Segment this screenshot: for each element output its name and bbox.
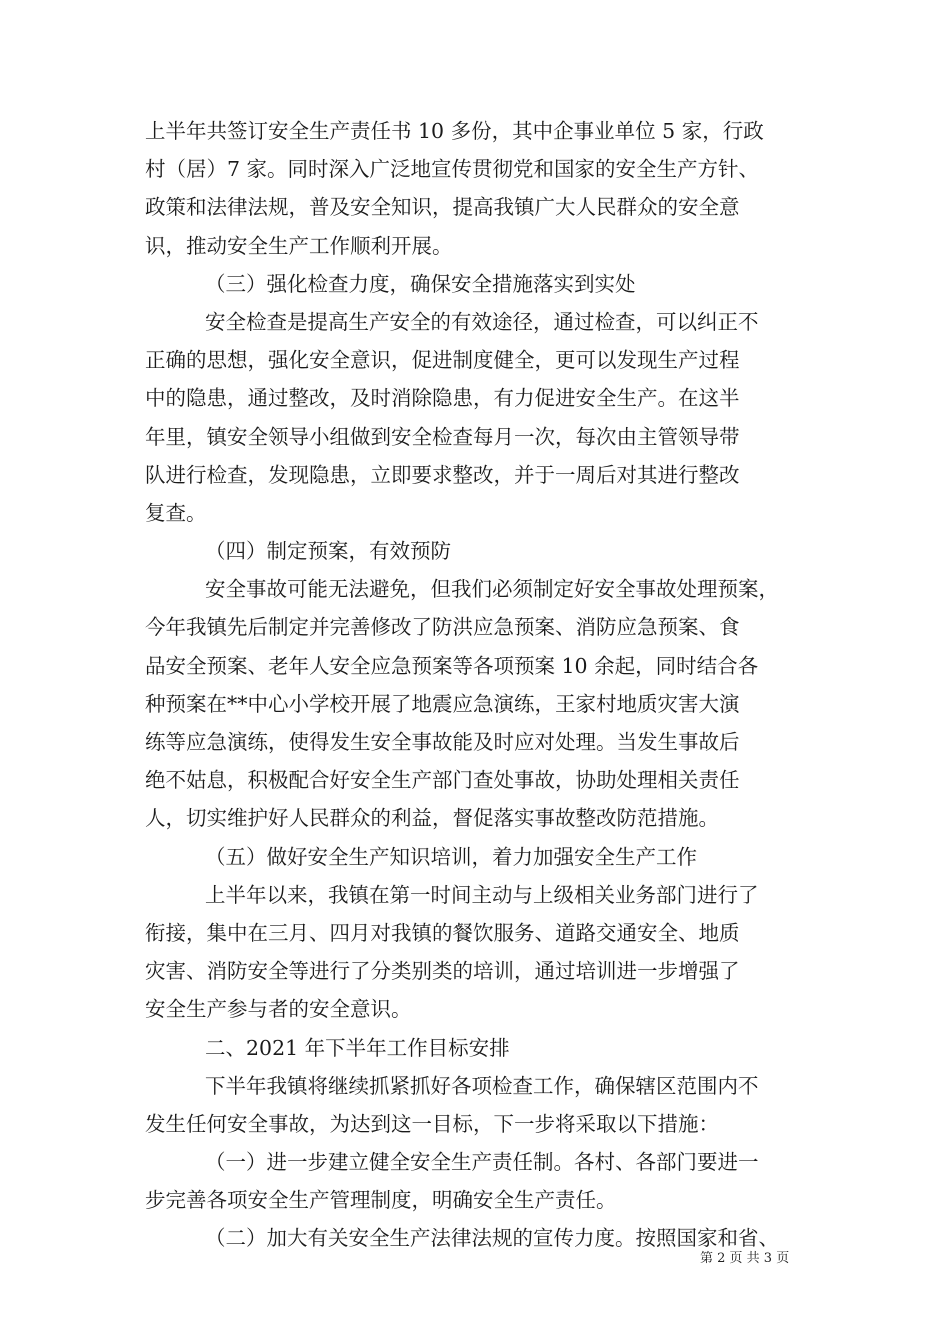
text-line: 队进行检查，发现隐患，立即要求整改，并于一周后对其进行整改	[145, 462, 740, 487]
text-line: 正确的思想，强化安全意识，促进制度健全，更可以发现生产过程	[145, 348, 740, 373]
paragraph-first-line: 上半年以来，我镇在第一时间主动与上级相关业务部门进行了	[205, 882, 759, 907]
document-body	[145, 112, 825, 1258]
text-line: 今年我镇先后制定并完善修改了防洪应急预案、消防应急预案、食	[145, 615, 740, 640]
paragraph-first-line: 安全事故可能无法避免，但我们必须制定好安全事故处理预案，	[205, 577, 779, 602]
text-line: 村（居）7 家。同时深入广泛地宣传贯彻党和国家的安全生产方针、	[145, 157, 760, 182]
text-line: 练等应急演练，使得发生安全事故能及时应对处理。当发生事故后	[145, 730, 740, 754]
text-line: 安全生产参与者的安全意识。	[145, 997, 412, 1022]
section-heading: （四）制定预案，有效预防	[205, 539, 451, 564]
text-line: 上半年共签订安全生产责任书 10 多份，其中企事业单位 5 家，行政	[145, 119, 764, 143]
text-line: 人，切实维护好人民群众的利益，督促落实事故整改防范措施。	[145, 806, 719, 831]
paragraph-first-line: （二）加大有关安全生产法律法规的宣传力度。按照国家和省、	[205, 1226, 779, 1251]
section-heading: 二、2021 年下半年工作目标安排	[205, 1035, 510, 1060]
text-line: 种预案在**中心小学校开展了地震应急演练，王家村地质灾害大演	[145, 691, 740, 716]
section-heading: （五）做好安全生产知识培训，着力加强安全生产工作	[205, 844, 697, 869]
text-line: 识，推动安全生产工作顺利开展。	[145, 233, 453, 258]
paragraph-first-line: （一）进一步建立健全安全生产责任制。各村、各部门要进一	[205, 1150, 759, 1175]
text-line: 复查。	[145, 500, 207, 525]
section-heading: （三）强化检查力度，确保安全措施落实到实处	[205, 271, 636, 296]
text-line: 品安全预案、老年人安全应急预案等各项预案 10 余起，同时结合各	[145, 653, 759, 678]
paragraph-first-line: 下半年我镇将继续抓紧抓好各项检查工作，确保辖区范围内不	[205, 1073, 759, 1098]
text-line: 发生任何安全事故，为达到这一目标，下一步将采取以下措施：	[145, 1111, 719, 1136]
text-line: 绝不姑息，积极配合好安全生产部门查处事故，协助处理相关责任	[145, 768, 740, 793]
text-line: 灾害、消防安全等进行了分类别类的培训，通过培训进一步增强了	[145, 959, 740, 984]
text-line: 政策和法律法规，普及安全知识，提高我镇广大人民群众的安全意	[145, 195, 740, 220]
text-line: 步完善各项安全生产管理制度，明确安全生产责任。	[145, 1188, 617, 1213]
text-line: 中的隐患，通过整改，及时消除隐患，有力促进安全生产。在这半	[145, 386, 740, 411]
page-number: 第 2 页 共 3 页	[700, 1251, 790, 1266]
paragraph-first-line: 安全检查是提高生产安全的有效途径，通过检查，可以纠正不	[205, 309, 759, 334]
text-line: 衔接，集中在三月、四月对我镇的餐饮服务、道路交通安全、地质	[145, 920, 740, 945]
text-line: 年里，镇安全领导小组做到安全检查每月一次，每次由主管领导带	[145, 424, 740, 449]
